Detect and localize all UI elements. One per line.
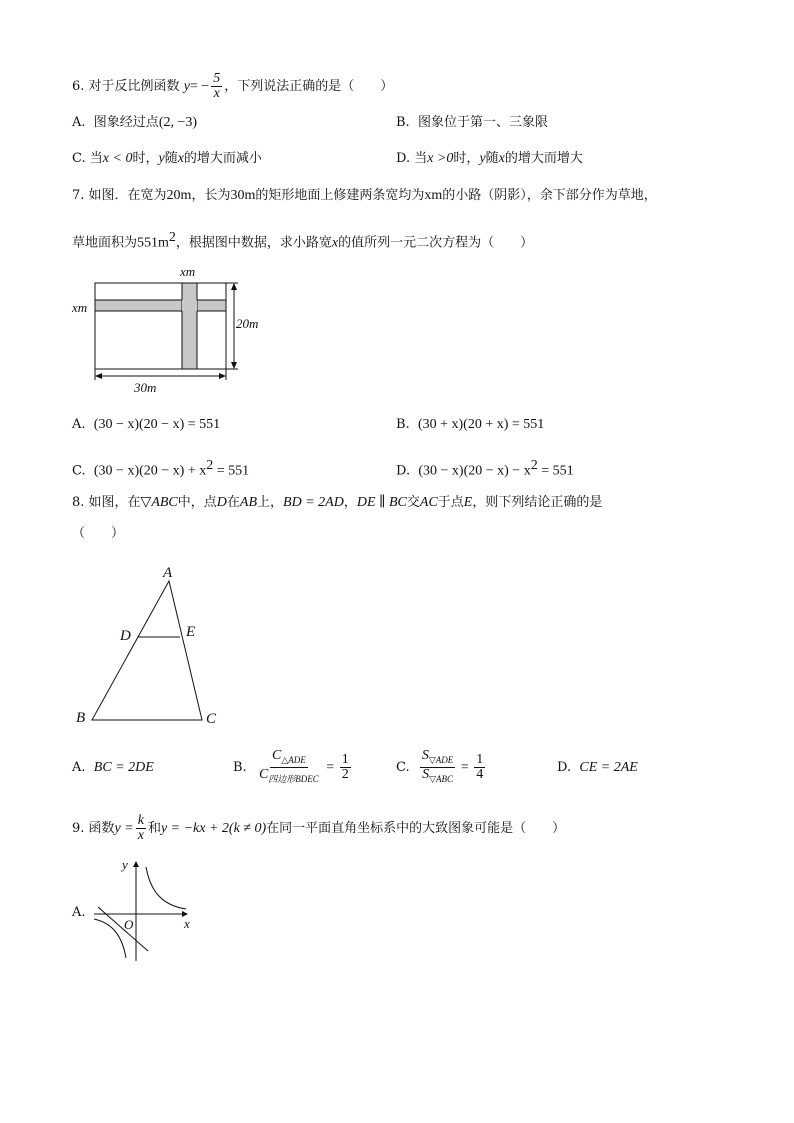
q8-triangle-figure [70, 558, 230, 730]
q8-point-d: D [120, 628, 131, 644]
q6-option-b[interactable]: B. 图象位于第一、三象限 [396, 115, 548, 130]
q6-option-d[interactable]: D. 当x >0时，y随x的增大而增大 [396, 151, 583, 166]
q6-option-a[interactable]: A. 图象经过点(2, −3) [72, 115, 198, 130]
q8-optc-rhs: $\frac{1}{4}$ [476, 752, 484, 782]
q7-road-cross [182, 300, 197, 311]
q8-vertex-a: A [163, 565, 173, 581]
q7-rectangle [95, 283, 226, 369]
q8-option-b[interactable]: B. $\frac{C_{\triangle ADE}}{C_{四边形BDEC}}$ = $\frac{1}{2}$ [233, 748, 349, 784]
q8-optb-lhs: $\frac{C_{\triangle ADE}}{C_{四边形BDEC}}$ [258, 748, 319, 784]
q8-option-c[interactable]: C. $\frac{S_{▽ADE}}{S_{▽ABC}}$ = $\frac{1}{4}$ [396, 748, 484, 784]
q8-vertex-b: B [76, 710, 86, 726]
q7-stem-line1: 7. 如图．在宽为20m，长为30m的矩形地面上修建两条宽均为xm的小路（阴影），余下部分作为草地， [72, 188, 657, 203]
q9-hyperbola-q1 [146, 867, 186, 909]
q8-vertex-c: C [206, 711, 217, 727]
q6-stem: 6. 对于反比例函数 y= − $\frac{5}{x}$ ，下列说法正确的是（ ） [72, 71, 394, 101]
q7-width-arrowhead-right [219, 373, 226, 379]
q7-horizontal-road [95, 300, 226, 311]
q8-option-a[interactable]: A. BC = 2DE [72, 760, 154, 775]
q7-label-right: 20m [236, 316, 259, 331]
q8-stem-line2: （ ） [72, 526, 125, 541]
q9-label-x: x [184, 916, 190, 931]
q7-option-d[interactable]: D. $(30 - x)(20 - x) - x^2 = 551$ [396, 458, 574, 479]
q9-option-a-graph[interactable] [88, 853, 200, 965]
q8-optb-rhs: $\frac{1}{2}$ [341, 752, 349, 782]
q8-triangle-abc [92, 581, 202, 720]
q7-label-bottom: 30m [134, 380, 157, 395]
q7-label-left: xm [72, 300, 88, 315]
q7-height-arrowhead-bottom [231, 362, 237, 369]
q7-rectangle-figure [70, 262, 270, 400]
q7-label-top: xm [180, 264, 196, 279]
q6-fraction: $\frac{5}{x}$ [213, 71, 221, 101]
q9-hyperbola-q3 [94, 919, 126, 958]
q8-stem-line1: 8. 如图，在▽ABC中，点D在AB上，BD = 2AD，DE ∥ BC交AC于点E，则下列结论正确的是 [72, 495, 603, 510]
q8-point-e: E [186, 624, 196, 640]
q9-stem: 9. 函数y = $\frac{k}{x}$ 和y = −kx + 2(k ≠ 0)在同一平面直角坐标系中的大致图象可能是（ ） [72, 813, 566, 843]
q9-label-origin: O [124, 917, 134, 932]
q6-option-c[interactable]: C. 当x < 0时，y随x的增大而减小 [72, 151, 262, 166]
q8-option-d[interactable]: D. CE = 2AE [557, 760, 638, 775]
q8-optc-lhs: $\frac{S_{▽ADE}}{S_{▽ABC}}$ [421, 748, 454, 784]
q9-y-arrowhead [133, 861, 139, 867]
q7-option-c[interactable]: C. $(30 - x)(20 - x) + x^2 = 551$ [72, 458, 250, 479]
q9-fraction: $\frac{k}{x}$ [137, 813, 144, 843]
q9-label-y: y [122, 857, 128, 872]
q7-option-b[interactable]: B. (30 + x)(20 + x) = 551 [396, 417, 545, 432]
q7-vertical-road [182, 283, 197, 369]
q7-option-a[interactable]: A. (30 − x)(20 − x) = 551 [72, 417, 221, 432]
q7-stem-line2: 草地面积为$551m^2$，根据图中数据，求小路宽x的值所列一元二次方程为（ ） [72, 230, 534, 251]
q7-width-arrowhead-left [95, 373, 102, 379]
q9-option-a-label[interactable]: A. [72, 905, 86, 920]
q7-height-arrowhead-top [231, 283, 237, 290]
